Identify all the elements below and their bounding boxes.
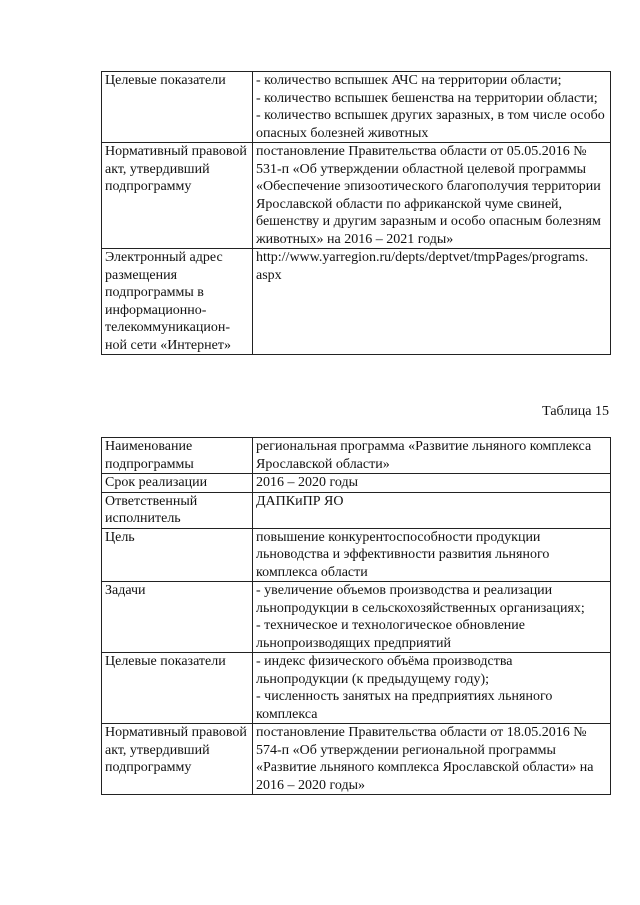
table-row xyxy=(102,492,611,528)
row-label: Целевые показатели xyxy=(102,653,253,724)
row-value xyxy=(253,653,611,724)
program-url-link[interactable]: http://www.yarregion.ru/depts/deptvet/tmpPages/programs. aspx xyxy=(253,249,611,355)
row-label: Нормативный правовой акт, утвердивший подпрограмму xyxy=(102,724,253,795)
subprogram-passport-table-15 xyxy=(101,437,611,795)
table-row xyxy=(102,653,611,724)
row-value: ДАПКиПР ЯО xyxy=(253,492,611,528)
task-item: - увеличение объемов производства и реализации льнопродукции в сельскохозяйственных организациях; xyxy=(256,583,585,616)
table-row xyxy=(102,143,611,249)
row-value: постановление Правительства области от 18.05.2016 № 574-п «Об утверждении региональной программы «Развитие льняного комплекса Ярославской области» на 2016 – 2020 годы» xyxy=(253,724,611,795)
row-label: Целевые показатели xyxy=(102,72,253,143)
row-label: Задачи xyxy=(102,582,253,653)
row-label: Электронный адрес размещения подпрограммы в информационно- телекоммуникацион- ной сети «Интернет» xyxy=(102,249,253,355)
table-row xyxy=(102,474,611,493)
row-label: Нормативный правовой акт, утвердивший подпрограмму xyxy=(102,143,253,249)
row-label: Цель xyxy=(102,528,253,582)
table-row xyxy=(102,72,611,143)
table-row xyxy=(102,249,611,355)
row-value: повышение конкурентоспособности продукции льноводства и эффективности развития льняного комплекса области xyxy=(253,528,611,582)
row-value: региональная программа «Развитие льняного комплекса Ярославской области» xyxy=(253,438,611,474)
row-label: Срок реализации xyxy=(102,474,253,493)
table-row xyxy=(102,528,611,582)
row-value xyxy=(253,72,611,143)
row-value xyxy=(253,582,611,653)
row-label: Наименование подпрограммы xyxy=(102,438,253,474)
target-indicator-item: - численность занятых на предприятиях льняного комплекса xyxy=(256,689,553,722)
target-indicator-item: - количество вспышек АЧС на территории области; xyxy=(256,73,562,88)
target-indicator-item: - количество вспышек бешенства на территории области; xyxy=(256,90,598,106)
table-row xyxy=(102,582,611,653)
row-value: постановление Правительства области от 05.05.2016 № 531-п «Об утверждении областной целевой программы «Обеспечение эпизоотического благополучия территории Ярославской области по африканской чуме свиней, бешенству и другим заразным и особо опасным болезням животных» на 2016 – 2021 годы» xyxy=(253,143,611,249)
table-row xyxy=(102,724,611,795)
table-caption: Таблица 15 xyxy=(542,404,609,419)
row-value: 2016 – 2020 годы xyxy=(253,474,611,493)
target-indicator-item: - индекс физического объёма производства льнопродукции (к предыдущему году); xyxy=(256,654,513,687)
target-indicator-item: - количество вспышек других заразных, в том числе особо опасных болезней животных xyxy=(256,108,605,141)
task-item: - техническое и технологическое обновление льнопроизводящих предприятий xyxy=(256,618,525,651)
table-row xyxy=(102,438,611,474)
row-label: Ответственный исполнитель xyxy=(102,492,253,528)
subprogram-passport-table-continued xyxy=(101,71,611,355)
